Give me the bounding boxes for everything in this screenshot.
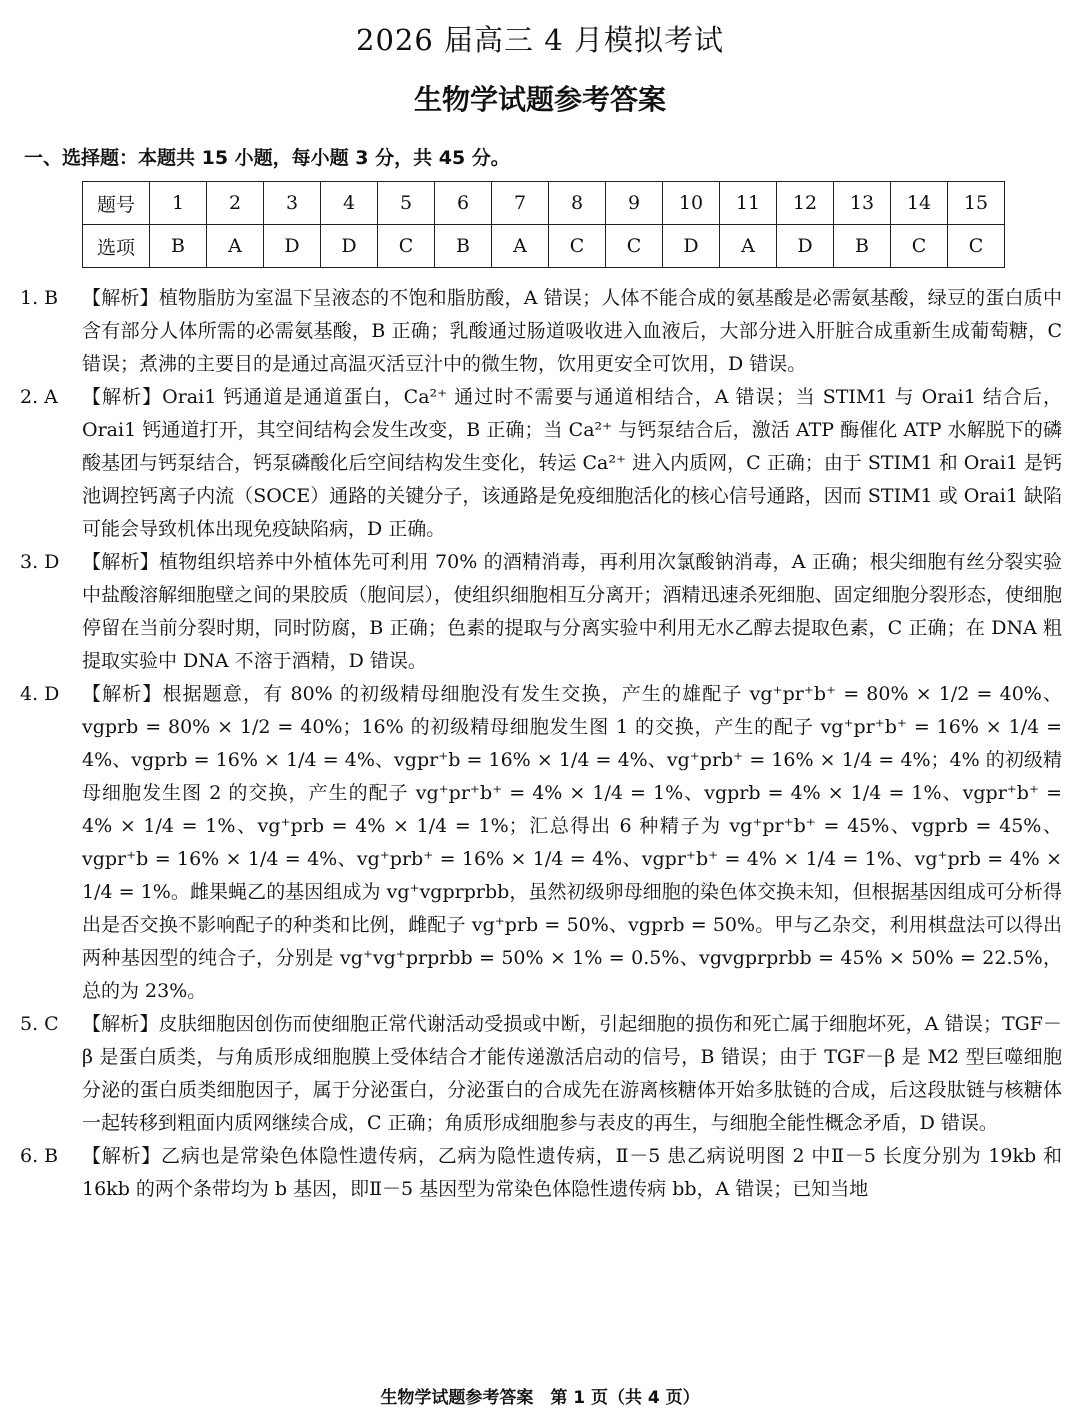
answer-cell: B <box>834 225 891 268</box>
item-number: 1. B <box>20 287 59 309</box>
answer-cell: C <box>606 225 663 268</box>
answer-table <box>82 181 1005 268</box>
page-footer: 生物学试题参考答案 第 1 页（共 4 页） <box>380 1388 700 1408</box>
number-cell: 14 <box>891 182 948 225</box>
number-cell: 3 <box>264 182 321 225</box>
item-number: 3. D <box>20 551 60 573</box>
explanation-item <box>20 1140 1062 1206</box>
item-number: 6. B <box>20 1145 59 1167</box>
item-number: 4. D <box>20 683 60 705</box>
answer-cell: D <box>321 225 378 268</box>
explanation-item <box>20 381 1062 546</box>
number-cell: 11 <box>720 182 777 225</box>
answer-cell: C <box>891 225 948 268</box>
answer-cell: A <box>492 225 549 268</box>
answer-table-number-row <box>83 182 1005 225</box>
number-cell: 4 <box>321 182 378 225</box>
answer-cell: C <box>378 225 435 268</box>
answer-cell: D <box>264 225 321 268</box>
answer-cell: C <box>549 225 606 268</box>
number-cell: 1 <box>150 182 207 225</box>
answer-cell: A <box>720 225 777 268</box>
page-subtitle: 生物学试题参考答案 <box>413 83 666 116</box>
number-cell: 2 <box>207 182 264 225</box>
number-cell: 9 <box>606 182 663 225</box>
section-heading: 一、选择题：本题共 15 小题，每小题 3 分，共 45 分。 <box>24 147 510 169</box>
answer-cell: A <box>207 225 264 268</box>
explanation-item <box>20 546 1062 678</box>
answer-cell: D <box>777 225 834 268</box>
number-cell: 12 <box>777 182 834 225</box>
row-label-number: 题号 <box>83 182 150 225</box>
number-cell: 6 <box>435 182 492 225</box>
explanation-item <box>20 678 1062 1008</box>
number-cell: 7 <box>492 182 549 225</box>
answer-table-answer-row <box>83 225 1005 268</box>
row-label-answer: 选项 <box>83 225 150 268</box>
number-cell: 15 <box>948 182 1005 225</box>
item-text: 【解析】根据题意，有 80% 的初级精母细胞没有发生交换，产生的雄配子 vg⁺pr⁺b⁺ = 80% × 1/2 = 40%、vgprb = 80% × 1/2 = 40%；16% 的初级精母细胞发生图 1 的交换，产生的配子 vg⁺pr⁺b⁺ = 16% × 1/4 = 4%、vgprb = 16% × 1/4 = 4%、vgpr⁺b = 16% × 1/4 = 4%、vg⁺prb⁺ = 16% × 1/4 = 4%；4% 的初级精母细胞发生图 2 的交换，产生的配子 vg⁺pr⁺b⁺ = 4% × 1/4 = 1%、vgprb = 4% × 1/4 = 1%、vgpr⁺b⁺ = 4% × 1/4 = 1%、vg⁺prb = 4% × 1/4 = 1%；汇总得出 6 种精子为 vg⁺pr⁺b⁺ = 45%、vgprb = 45%、vgpr⁺b = 16% × 1/4 = 4%、vg⁺prb⁺ = 16% × 1/4 = 4%、vgpr⁺b⁺ = 4% × 1/4 = 1%、vg⁺prb = 4% × 1/4 = 1%。雌果蝇乙的基因组成为 vg⁺vgprprbb，虽然初级卵母细胞的染色体交换未知，但根据基因组成可分析得出是否交换不影响配子的种类和比例，雌配子 vg⁺prb = 50%、vgprb = 50%。甲与乙杂交，利用棋盘法可以得出两种基因型的纯合子，分别是 vg⁺vg⁺prprbb = 50% × 1% = 0.5%、vgvgprprbb = 45% × 50% = 22.5%，总的为 23%。 <box>82 683 1062 1002</box>
number-cell: 5 <box>378 182 435 225</box>
answer-cell: B <box>435 225 492 268</box>
item-text: 【解析】植物组织培养中外植体先可利用 70% 的酒精消毒，再利用次氯酸钠消毒，A 正确；根尖细胞有丝分裂实验中盐酸溶解细胞壁之间的果胶质（胞间层），使组织细胞相互分离开；酒精迅速杀死细胞、固定细胞分裂形态，使细胞停留在当前分裂时期，同时防腐，B 正确；色素的提取与分离实验中利用无水乙醇去提取色素，C 正确；在 DNA 粗提取实验中 DNA 不溶于酒精，D 错误。 <box>82 551 1062 672</box>
answer-cell: B <box>150 225 207 268</box>
answer-cell: C <box>948 225 1005 268</box>
answer-cell: D <box>663 225 720 268</box>
explanation-item <box>20 1008 1062 1140</box>
item-text: 【解析】Orai1 钙通道是通道蛋白，Ca²⁺ 通过时不需要与通道相结合，A 错误；当 STIM1 与 Orai1 结合后，Orai1 钙通道打开，其空间结构会发生改变，B 正确；当 Ca²⁺ 与钙泵结合后，激活 ATP 酶催化 ATP 水解脱下的磷酸基团与钙泵结合，钙泵磷酸化后空间结构发生变化，转运 Ca²⁺ 进入内质网，C 正确；由于 STIM1 和 Orai1 是钙池调控钙离子内流（SOCE）通路的关键分子，该通路是免疫细胞活化的核心信号通路，因而 STIM1 或 Orai1 缺陷可能会导致机体出现免疫缺陷病，D 正确。 <box>82 386 1062 540</box>
item-text: 【解析】乙病也是常染色体隐性遗传病，乙病为隐性遗传病，Ⅱ－5 患乙病说明图 2 中Ⅱ－5 长度分别为 19kb 和 16kb 的两个条带均为 b 基因，即Ⅱ－5 基因型为常染色体隐性遗传病 bb，A 错误；已知当地 <box>82 1145 1062 1200</box>
item-text: 【解析】皮肤细胞因创伤而使细胞正常代谢活动受损或中断，引起细胞的损伤和死亡属于细胞坏死，A 错误；TGF－β 是蛋白质类，与角质形成细胞膜上受体结合才能传递激活启动的信号，B 错误；由于 TGF－β 是 M2 型巨噬细胞分泌的蛋白质类细胞因子，属于分泌蛋白，分泌蛋白的合成先在游离核糖体开始多肽链的合成，后这段肽链与核糖体一起转移到粗面内质网继续合成，C 正确；角质形成细胞参与表皮的再生，与细胞全能性概念矛盾，D 错误。 <box>82 1013 1062 1134</box>
item-number: 5. C <box>20 1013 59 1035</box>
item-text: 【解析】植物脂肪为室温下呈液态的不饱和脂肪酸，A 错误；人体不能合成的氨基酸是必需氨基酸，绿豆的蛋白质中含有部分人体所需的必需氨基酸，B 正确；乳酸通过肠道吸收进入血液后，大部分进入肝脏合成重新生成葡萄糖，C 错误；煮沸的主要目的是通过高温灭活豆汁中的微生物，饮用更安全可饮用，D 错误。 <box>82 287 1062 375</box>
explanation-item <box>20 282 1062 381</box>
number-cell: 13 <box>834 182 891 225</box>
number-cell: 10 <box>663 182 720 225</box>
number-cell: 8 <box>549 182 606 225</box>
item-number: 2. A <box>20 386 58 408</box>
explanation-list <box>20 282 1062 1206</box>
page-title: 2026 届高三 4 月模拟考试 <box>356 23 724 57</box>
